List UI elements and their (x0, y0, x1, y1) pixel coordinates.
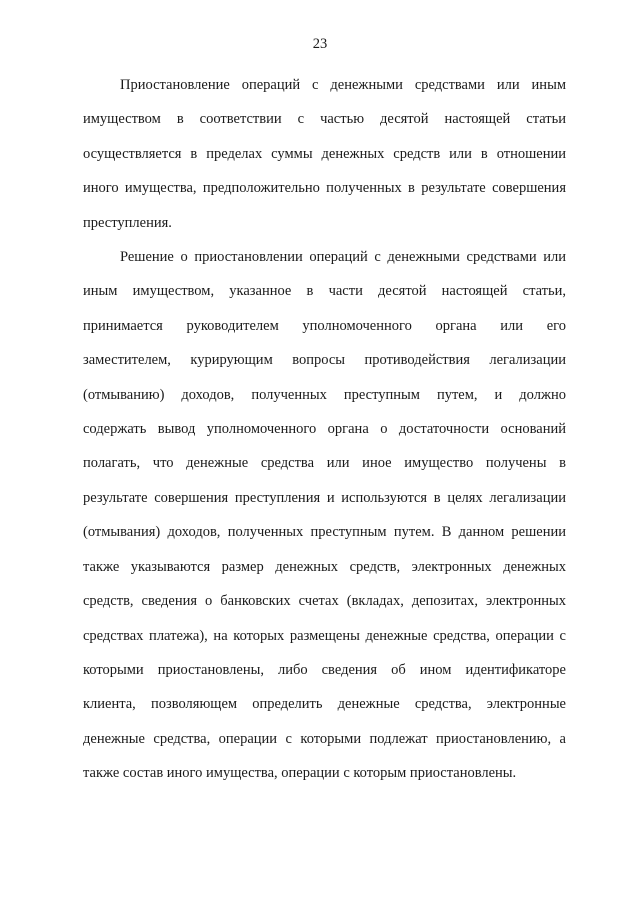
text-line: иным имуществом, указанное в части десятой настоящей статьи, (83, 283, 566, 300)
text-line: осуществляется в пределах суммы денежных средств или в отношении (83, 145, 566, 162)
text-line: содержать вывод уполномоченного органа о достаточности оснований (83, 421, 566, 438)
text-line: клиента, позволяющем определить денежные средства, электронные (83, 696, 566, 713)
text-line: средствах платежа), на которых размещены денежные средства, операции с (83, 627, 566, 644)
text-line: преступления. (83, 214, 172, 231)
text-line: результате совершения преступления и используются в целях легализации (83, 489, 566, 506)
text-line: Приостановление операций с денежными средствами или иным (120, 77, 566, 93)
text-line: также указываются размер денежных средств, электронных денежных (83, 558, 566, 575)
text-line: которыми приостановлены, либо сведения об ином идентификаторе (83, 661, 566, 678)
text-line: Решение о приостановлении операций с денежными средствами или (120, 249, 566, 266)
text-line: принимается руководителем уполномоченного органа или его (83, 317, 566, 334)
text-line: иного имущества, предположительно полученных в результате совершения (83, 180, 566, 197)
text-line: денежные средства, операции с которыми подлежат приостановлению, а (83, 730, 566, 747)
paragraph-2 (83, 240, 566, 791)
text-line: заместителем, курирующим вопросы противодействия легализации (83, 352, 566, 369)
document-body (83, 68, 566, 791)
text-line: (отмывания) доходов, полученных преступным путем. В данном решении (83, 524, 566, 541)
paragraph-1 (83, 68, 566, 240)
text-line: средств, сведения о банковских счетах (вкладах, депозитах, электронных (83, 593, 566, 610)
text-line: (отмыванию) доходов, полученных преступным путем, и должно (83, 386, 566, 403)
page-number: 23 (312, 36, 328, 52)
text-line: полагать, что денежные средства или иное имущество получены в (83, 455, 566, 472)
text-line: имуществом в соответствии с частью десятой настоящей статьи (83, 111, 566, 128)
text-line: также состав иного имущества, операции с которым приостановлены. (83, 765, 517, 782)
